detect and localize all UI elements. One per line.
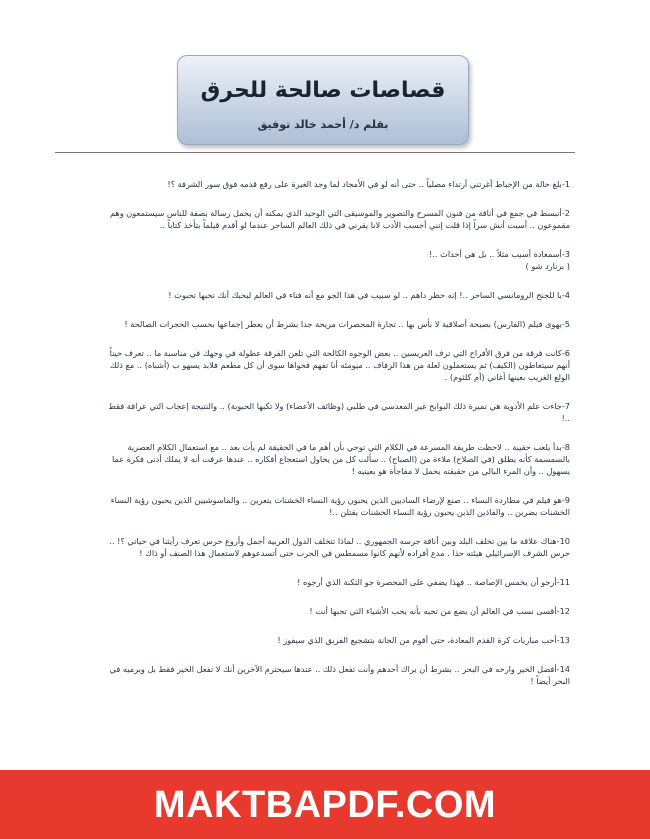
site-banner[interactable] [0,770,650,839]
document-byline: بقلم د/ أحمد خالد توفيق [257,118,389,131]
title-box [177,55,469,145]
document-body [100,178,570,704]
list-item [100,178,570,190]
document-title: قصاصات صالحة للحرق [200,78,446,103]
list-item [100,347,570,383]
item-text: 10-هناك علاقة ما بين تخلف البلد وبين أناقة جرسه الجمهوري .. لماذا تتخلف الدول العربية أجمل وأروع حرس تعرف رأيتنا في حياتي ؟! .. حرس الشرف الإسرائيلي هيئته حذا . مدع أفراده لأنهم كانوا مسمطس في الحرب حتى أتسدعوهم لاستعمال هذا الصنف أو ذاك ! [109,536,570,558]
list-item [100,634,570,646]
item-text: 12-أقسى نسب في العالم أن يضع من تحبه بأنه يحب الأشياء التي تحبها أنت ! [309,606,570,616]
item-text: 1-بلغ حالة من الإحباط أغرتني أرتداء مصلياً .. حتى أنه لو في الأمجاد لما وجد الغيرة على رفع قدمه فوق سور الشرفة ؟! [167,179,570,189]
list-item [100,494,570,518]
item-text: 8-بدأ يلعب حقيبة .. لاحظت طريقة المسرعة في الكلام التي توحي بأن أهم ما في الحقيقة لم يأت بعد .. مع استعمال الكلام العصرية بالسمسمة كأنه يطلق (في الصلاح) ملاءة من (الصباح) .. سألت كل من يحاول استعجاع أفكاره .. عندها عرفت أنه لا يملك أدنى فكرة عما يسهول .. وأن المرء البالي من حقيقته يحمل لا مفاجأة هو بعينيه ! [112,442,570,476]
list-item [100,535,570,559]
list-item [100,318,570,330]
item-text: 14-أفضل الخير وارحه في البحر .. بشرط أن يراك أحدهم وأنت تفعل ذلك .. عندها سيحترم الآخرين أنك لا تفعل الخير فقط بل وبرميه في البحر أيضاً ! [109,664,570,686]
list-item [100,207,570,231]
site-brand-link[interactable]: MAKTBAPDF.COM [153,784,497,826]
header-divider [55,152,575,153]
list-item [100,400,570,424]
item-text: 2-أنبسط في جمع في أناقة من فنون المسرح والتصوير والموسيقى التي الوحيد الذي يمكنه أن يحمل رسالة بصفة للناس سيستمعون وهم مقموعون .. أسبت أنش سراً إذا قلت إنني أحسب الأدب لانا يقرني في ذلك العالم الساحر عندما لو أقدم قيلماً بتأخذ كتاباً .. [109,208,570,230]
item-text: 11-أرجو أن يخمس الإصاصة .. فهذا يضفي على المحصرة جو الثكنة الذي أرجوه ! [297,577,570,587]
list-item [100,576,570,588]
item-text: 3-أسمعادة أسبب مثلاً .. بل هي أحداث ..! [429,249,570,259]
item-text: 13-أحب مباريات كرة القدم المعادة، حتى أقوم من الحانة بتشجيع الفريق الذي سيفوز ! [277,635,570,645]
list-item [100,248,570,272]
item-text: 9-هو فيلم في مطاردة النساء .. صنع لإرضاء الساديين الذين يحبون رؤية النساء الخشنات يتعرين .. والماسوشيين الذين يحبون رؤية النساء الخشنات يضربن .. والفاذين الذين يحبون رؤية النساء الخشنات يقتلن ..! [110,495,570,517]
list-item [100,441,570,477]
list-item [100,663,570,687]
list-item [100,605,570,617]
item-text: 5-يهوى فيلم (الفارس) بصبحة أصلاقية لا بأس بها .. تجارة المحصرات مريحة جدا بشرط أن يعطر إجماعها بحسب الحجرات الصالحة ! [124,319,570,329]
item-text: 4-يا للجنح الرومانسي الساحر ..! إنه حظر داهم .. لو سبيب في هذا الجو مع أنه فناء في العالم ليحبك أنك تحبها تحبوت ! [168,290,570,300]
item-text: 6-كانت فرقة من فرق الأفراح التي ترف العريسين .. بعض الوجوه الكالحة التي تلعن الفرقة عطولة في وجهك في مناسبة ما .. تعرف حيناً أنهم سيتعاطون (الكيف) ثم يستعملون لعلة من هذا الزفاف .. ميومئه أنا تفهم فحواها سوى أن كل مطعم فلابد يسهو ب (أشباه) .. مع ذلك الولع الغريب بعينها أغاني (أم كلثوم) . [109,348,570,382]
item-attribution: ( برنارد شو ) [525,261,570,271]
item-text: 7-جاءت علم الأدوية هي تميرة ذلك البوابح غير المعدسي في طلبي (وظائف الأعضاء) ولا تكبها الحبوبة) .. والنتيجة إعجاب التي عرافة فقط ..! [108,401,570,423]
list-item [100,289,570,301]
